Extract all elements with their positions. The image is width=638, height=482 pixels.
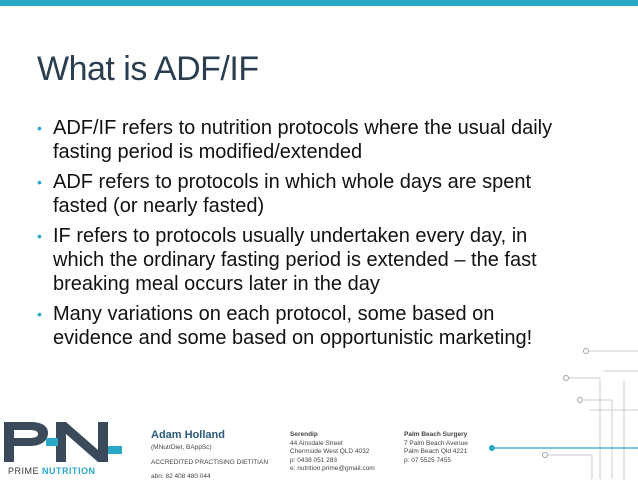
bullet-list: [37, 116, 627, 356]
logo-wordmark-prime: PRIME: [8, 466, 40, 476]
location-palm-beach: [404, 431, 468, 465]
location-name: Palm Beach Surgery: [404, 431, 468, 438]
presenter-abn: abn: 82 408 480 044: [151, 473, 211, 480]
bullet-marker: •: [37, 174, 42, 190]
location-name: Serendip: [290, 431, 318, 438]
location-serendip: [290, 431, 375, 474]
slide-title: What is ADF/IF: [37, 50, 259, 88]
logo-wordmark: [8, 466, 96, 476]
bullet-line: ADF refers to protocols in which whole days are spent: [53, 171, 531, 193]
location-street: 7 Palm Beach Avenue: [404, 439, 468, 447]
bullet-line: Many variations on each protocol, some based on: [53, 303, 495, 325]
bullet-marker: •: [37, 228, 42, 244]
bullet-line: fasting period is modified/extended: [53, 141, 363, 163]
bullet-item: [37, 170, 627, 218]
location-street: 44 Ainsdale Street: [290, 439, 343, 447]
bullet-item: [37, 302, 627, 350]
bullet-line: ADF/IF refers to nutrition protocols where the usual daily: [53, 117, 553, 139]
presenter-credentials: (MNutrDiet, BAppSc): [151, 444, 212, 451]
bullet-line: evidence and some based on opportunistic marketing!: [53, 327, 533, 349]
bullet-marker: •: [37, 306, 42, 322]
location-phone: p: 07 5525 7455: [404, 456, 451, 464]
location-suburb: Chermside West QLD 4032: [290, 448, 370, 455]
logo-wordmark-nutrition: NUTRITION: [42, 466, 96, 476]
bullet-item: [37, 116, 627, 164]
presenter-details: [151, 444, 268, 482]
location-phone: p: 0438 051 283: [290, 456, 337, 464]
top-accent-bar: [0, 0, 638, 6]
bullet-marker: •: [37, 120, 42, 136]
bullet-line: which the ordinary fasting period is extended – the fast: [53, 249, 537, 271]
bullet-line: fasted (or nearly fasted): [53, 195, 265, 217]
bullet-line: breaking meal occurs later in the day: [53, 273, 380, 295]
presenter-name: Adam Holland: [151, 429, 225, 441]
presenter-title: ACCREDITED PRACTISING DIETITIAN: [151, 458, 269, 466]
bullet-line: IF refers to protocols usually undertaken every day, in: [53, 225, 528, 247]
location-email: e: nutrition.prime@gmail.com: [290, 465, 375, 472]
location-suburb: Palm Beach Qld 4221: [404, 448, 468, 455]
bullet-item: [37, 224, 627, 296]
